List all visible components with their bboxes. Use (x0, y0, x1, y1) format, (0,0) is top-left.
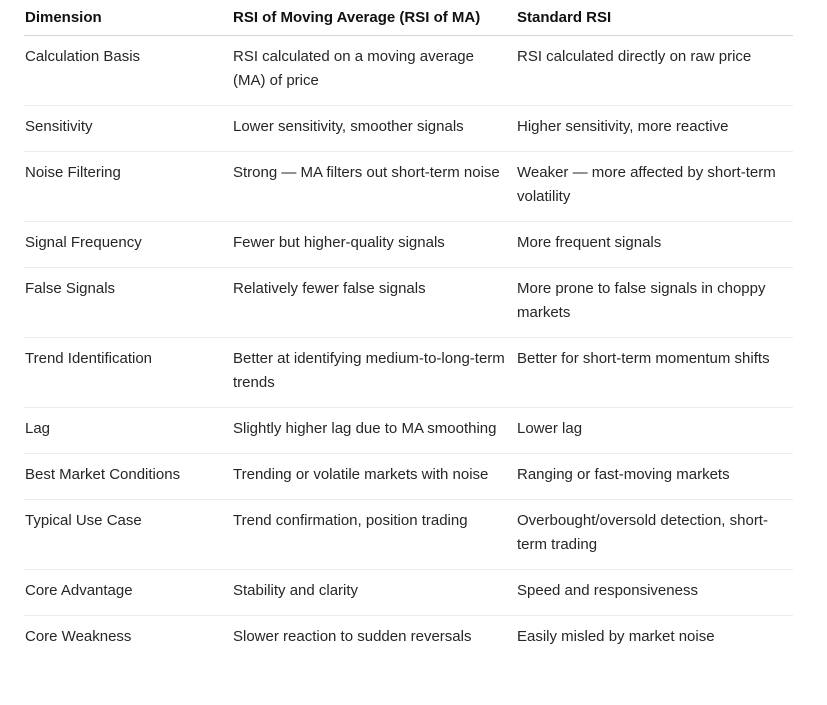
comparison-table (24, 0, 793, 661)
cell-standard-rsi: RSI calculated directly on raw price (516, 36, 793, 106)
cell-dimension: Sensitivity (24, 106, 232, 152)
cell-dimension: Best Market Conditions (24, 454, 232, 500)
table-row (24, 454, 793, 500)
table-row (24, 338, 793, 408)
cell-standard-rsi: Weaker — more affected by short-term volatility (516, 152, 793, 222)
cell-dimension: Typical Use Case (24, 500, 232, 570)
cell-standard-rsi: Better for short-term momentum shifts (516, 338, 793, 408)
cell-dimension: Noise Filtering (24, 152, 232, 222)
cell-rsi-of-ma: Strong — MA filters out short-term noise (232, 152, 516, 222)
cell-dimension: Signal Frequency (24, 222, 232, 268)
table-row (24, 268, 793, 338)
comparison-table-container (24, 0, 793, 661)
cell-rsi-of-ma: Slightly higher lag due to MA smoothing (232, 408, 516, 454)
cell-dimension: Core Advantage (24, 570, 232, 616)
cell-standard-rsi: Lower lag (516, 408, 793, 454)
cell-dimension: False Signals (24, 268, 232, 338)
cell-standard-rsi: Speed and responsiveness (516, 570, 793, 616)
table-row (24, 616, 793, 662)
cell-dimension: Lag (24, 408, 232, 454)
header-dimension: Dimension (24, 0, 232, 36)
cell-rsi-of-ma: RSI calculated on a moving average (MA) of price (232, 36, 516, 106)
table-row (24, 500, 793, 570)
header-rsi-of-ma: RSI of Moving Average (RSI of MA) (232, 0, 516, 36)
table-row (24, 570, 793, 616)
cell-rsi-of-ma: Lower sensitivity, smoother signals (232, 106, 516, 152)
cell-rsi-of-ma: Better at identifying medium-to-long-term trends (232, 338, 516, 408)
cell-rsi-of-ma: Relatively fewer false signals (232, 268, 516, 338)
cell-standard-rsi: Easily misled by market noise (517, 628, 715, 645)
table-header (24, 0, 793, 36)
cell-standard-rsi: Overbought/oversold detection, short-term trading (516, 500, 793, 570)
cell-standard-rsi: Ranging or fast-moving markets (516, 454, 793, 500)
cell-rsi-of-ma: Trend confirmation, position trading (232, 500, 516, 570)
cell-standard-rsi: More frequent signals (516, 222, 793, 268)
table-body (24, 36, 793, 662)
cell-rsi-of-ma: Stability and clarity (232, 570, 516, 616)
table-row (24, 222, 793, 268)
cell-dimension: Core Weakness (25, 628, 132, 645)
cell-standard-rsi: Higher sensitivity, more reactive (516, 106, 793, 152)
cell-rsi-of-ma: Fewer but higher-quality signals (232, 222, 516, 268)
cell-dimension: Trend Identification (24, 338, 232, 408)
cell-dimension: Calculation Basis (24, 36, 232, 106)
header-row (24, 0, 793, 36)
header-standard-rsi: Standard RSI (516, 0, 793, 36)
cell-rsi-of-ma: Trending or volatile markets with noise (232, 454, 516, 500)
table-row (24, 408, 793, 454)
table-row (24, 36, 793, 106)
cell-standard-rsi: More prone to false signals in choppy markets (516, 268, 793, 338)
table-row (24, 106, 793, 152)
cell-rsi-of-ma: Slower reaction to sudden reversals (233, 628, 472, 645)
table-row (24, 152, 793, 222)
